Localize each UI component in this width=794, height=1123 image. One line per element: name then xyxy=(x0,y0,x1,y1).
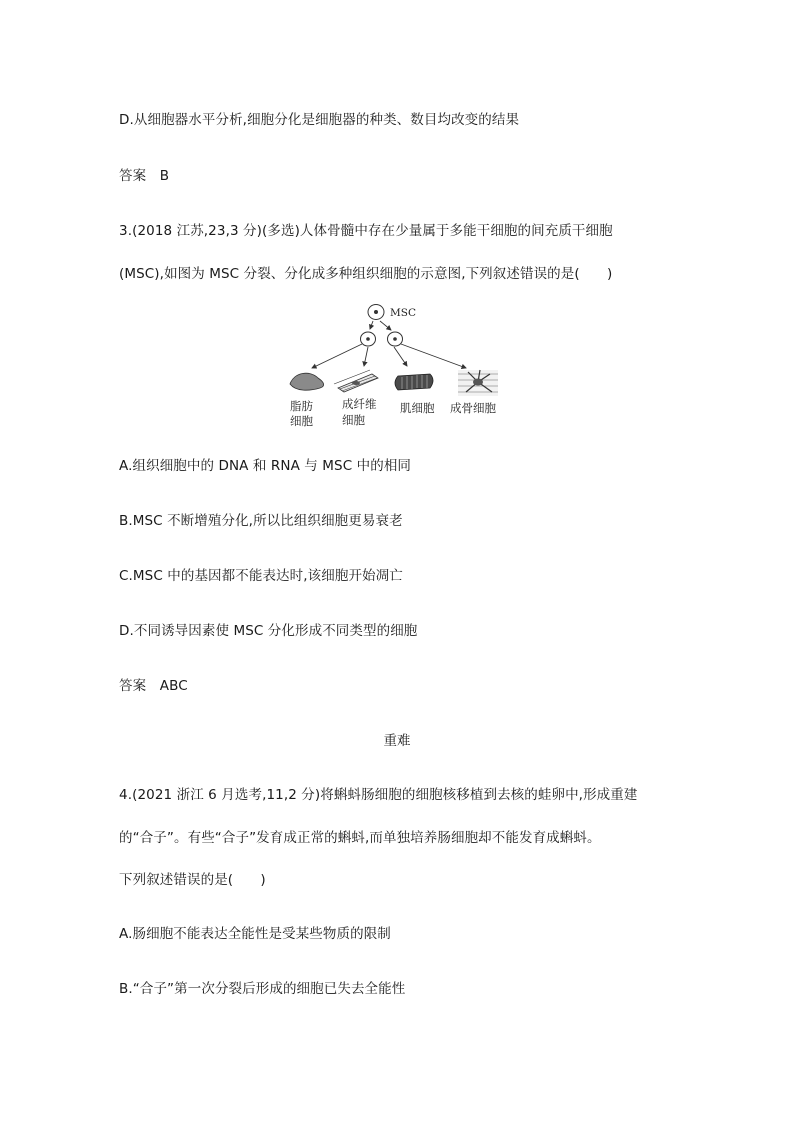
muscle-cell-label: 肌细胞 xyxy=(400,401,435,415)
q3-option-d: D.不同诱导因素使 MSC 分化形成不同类型的细胞 xyxy=(119,623,418,639)
q4-stem-line3: 下列叙述错误的是( ) xyxy=(119,872,266,888)
q4-option-b: B.“合子”第一次分裂后形成的细胞已失去全能性 xyxy=(119,981,406,997)
q4-option-a: A.肠细胞不能表达全能性是受某些物质的限制 xyxy=(119,926,391,942)
fibroblast-label-2: 细胞 xyxy=(342,413,365,427)
q3-stem-line1: 3.(2018 江苏,23,3 分)(多选)人体骨髓中存在少量属于多能干细胞的间充质干细胞 xyxy=(119,223,613,239)
q3-answer: 答案 ABC xyxy=(119,678,188,694)
q3-option-a: A.组织细胞中的 DNA 和 RNA 与 MSC 中的相同 xyxy=(119,458,412,474)
msc-cell xyxy=(368,305,384,320)
q2-answer: 答案 B xyxy=(119,168,170,184)
fat-cell-label-1: 脂肪 xyxy=(290,399,313,413)
q3-stem-line2: (MSC),如图为 MSC 分裂、分化成多种组织细胞的示意图,下列叙述错误的是( ) xyxy=(119,266,613,282)
osteoblast-shape xyxy=(458,370,498,396)
fibroblast-label-1: 成纤维 xyxy=(342,397,377,411)
muscle-cell-shape xyxy=(395,374,433,390)
q2-option-d: D.从细胞器水平分析,细胞分化是细胞器的种类、数目均改变的结果 xyxy=(119,112,520,128)
q3-option-b: B.MSC 不断增殖分化,所以比组织细胞更易衰老 xyxy=(119,513,403,529)
msc-differentiation-figure xyxy=(280,296,520,432)
q3-option-c: C.MSC 中的基因都不能表达时,该细胞开始凋亡 xyxy=(119,568,403,584)
osteoblast-label: 成骨细胞 xyxy=(450,401,496,415)
q4-stem-line2: 的“合子”。有些“合子”发育成正常的蝌蚪,而单独培养肠细胞却不能发育成蝌蚪。 xyxy=(119,830,601,846)
daughter-cell-left xyxy=(361,332,376,346)
q4-stem-line1: 4.(2021 浙江 6 月选考,11,2 分)将蝌蚪肠细胞的细胞核移植到去核的蛙卵中,形成重建 xyxy=(119,787,638,803)
msc-label: MSC xyxy=(390,307,416,319)
fibroblast-shape xyxy=(334,370,378,392)
daughter-cell-right xyxy=(388,332,403,346)
fat-cell-label-2: 细胞 xyxy=(290,414,313,428)
section-heading: 重难 xyxy=(383,733,411,749)
fat-cell-shape xyxy=(290,373,324,390)
